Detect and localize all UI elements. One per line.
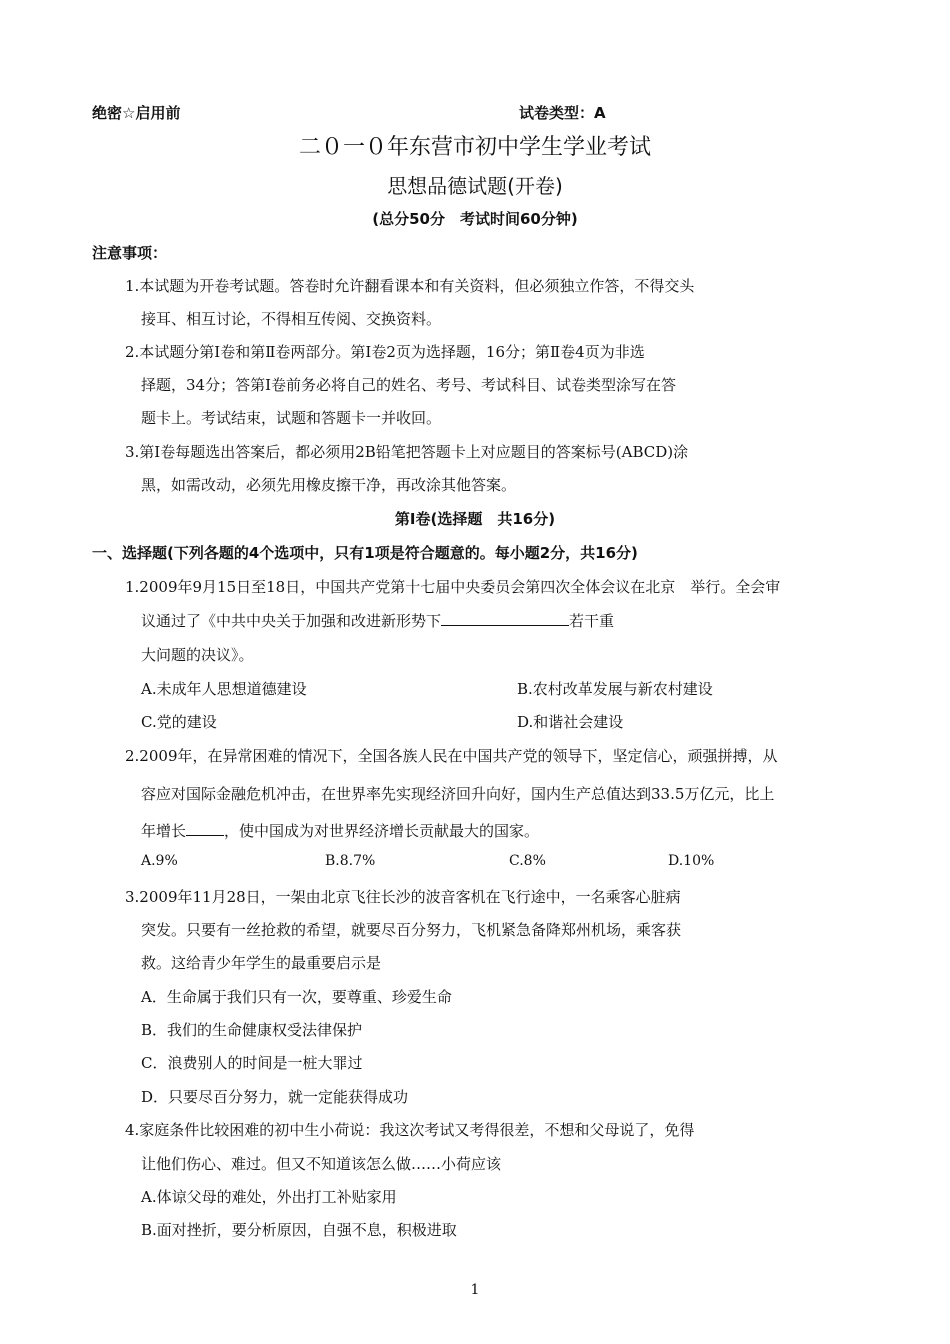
notice-heading: 注意事项： xyxy=(92,244,168,262)
question-1-line xyxy=(141,610,614,631)
question-4-line: 让他们伤心、难过。但又不知道该怎么做……小荷应该 xyxy=(141,1155,502,1173)
question-1-line: 大问题的决议》。 xyxy=(141,646,254,664)
notice-line: 3.第Ⅰ卷每题选出答案后，都必须用2B铅笔把答题卡上对应题目的答案标号(ABCD)涂 xyxy=(125,443,689,461)
notice-line: 2.本试题分第Ⅰ卷和第Ⅱ卷两部分。第Ⅰ卷2页为选择题，16分；第Ⅱ卷4页为非选 xyxy=(125,343,645,361)
option-b: B．我们的生命健康权受法律保护 xyxy=(141,1021,363,1039)
option-d: D.和谐社会建设 xyxy=(517,713,624,731)
option-d: D．只要尽百分努力，就一定能获得成功 xyxy=(141,1088,409,1106)
confidential-label: 绝密☆启用前 xyxy=(92,104,181,122)
notice-line: 题卡上。考试结束，试题和答题卡一并收回。 xyxy=(141,409,442,427)
option-d: D.10% xyxy=(668,853,715,869)
option-c: C．浪费别人的时间是一桩大罪过 xyxy=(141,1054,363,1072)
question-1-line: 1.2009年9月15日至18日，中国共产党第十七届中央委员会第四次全体会议在北京 举行。全会审 xyxy=(125,578,781,596)
option-b: B.农村改革发展与新农村建设 xyxy=(517,680,713,698)
answer-blank xyxy=(441,611,569,626)
option-a: A.体谅父母的难处，外出打工补贴家用 xyxy=(141,1188,397,1206)
paper-type-label: 试卷类型：A xyxy=(519,104,606,122)
question-1-text: 议通过了《中共中央关于加强和改进新形势下 xyxy=(141,612,442,630)
option-a: A．生命属于我们只有一次，要尊重、珍爱生命 xyxy=(141,988,452,1006)
question-2-text: 年增长 xyxy=(141,822,187,840)
option-a: A.9% xyxy=(141,853,178,869)
question-3-line: 救。这给青少年学生的最重要启示是 xyxy=(141,954,382,972)
page-number: 1 xyxy=(470,1282,480,1298)
notice-line: 1.本试题为开卷考试题。答卷时允许翻看课本和有关资料，但必须独立作答，不得交头 xyxy=(125,277,695,295)
question-2-line xyxy=(141,820,539,841)
exam-subtitle: 思想品德试题(开卷) xyxy=(387,174,563,198)
question-3-line: 突发。只要有一丝抢救的希望，就要尽百分努力，飞机紧急备降郑州机场，乘客获 xyxy=(141,921,682,939)
volume-title: 第Ⅰ卷(选择题 共16分) xyxy=(394,510,556,528)
question-2-line: 2.2009年，在异常困难的情况下，全国各族人民在中国共产党的领导下，坚定信心，顽强拼搏，从 xyxy=(125,747,778,765)
exam-title: 二０一０年东营市初中学生学业考试 xyxy=(298,135,651,160)
option-a: A.未成年人思想道德建设 xyxy=(141,680,307,698)
part-title: 一、选择题(下列各题的4个选项中，只有1项是符合题意的。每小题2分，共16分) xyxy=(92,544,638,562)
option-b: B.面对挫折，要分析原因，自强不息，积极进取 xyxy=(141,1221,457,1239)
notice-line: 择题，34分；答第Ⅰ卷前务必将自己的姓名、考号、考试科目、试卷类型涂写在答 xyxy=(141,376,677,394)
question-2-line: 容应对国际金融危机冲击，在世界率先实现经济回升向好，国内生产总值达到33.5万亿元，比上 xyxy=(141,785,775,803)
question-4-line: 4.家庭条件比较困难的初中生小荷说：我这次考试又考得很差，不想和父母说了，免得 xyxy=(125,1121,695,1139)
option-c: C.8% xyxy=(509,853,546,869)
question-2-text: ，使中国成为对世界经济增长贡献最大的国家。 xyxy=(224,822,540,840)
notice-line: 接耳、相互讨论，不得相互传阅、交换资料。 xyxy=(141,310,442,328)
answer-blank xyxy=(186,821,224,836)
notice-line: 黑，如需改动，必须先用橡皮擦干净，再改涂其他答案。 xyxy=(141,476,517,494)
question-1-text: 若干重 xyxy=(569,612,615,630)
question-3-line: 3.2009年11月28日，一架由北京飞往长沙的波音客机在飞行途中，一名乘客心脏病 xyxy=(125,888,681,906)
option-c: C.党的建设 xyxy=(141,713,217,731)
score-time: (总分50分 考试时间60分钟) xyxy=(372,210,578,228)
option-b: B.8.7% xyxy=(325,853,376,869)
